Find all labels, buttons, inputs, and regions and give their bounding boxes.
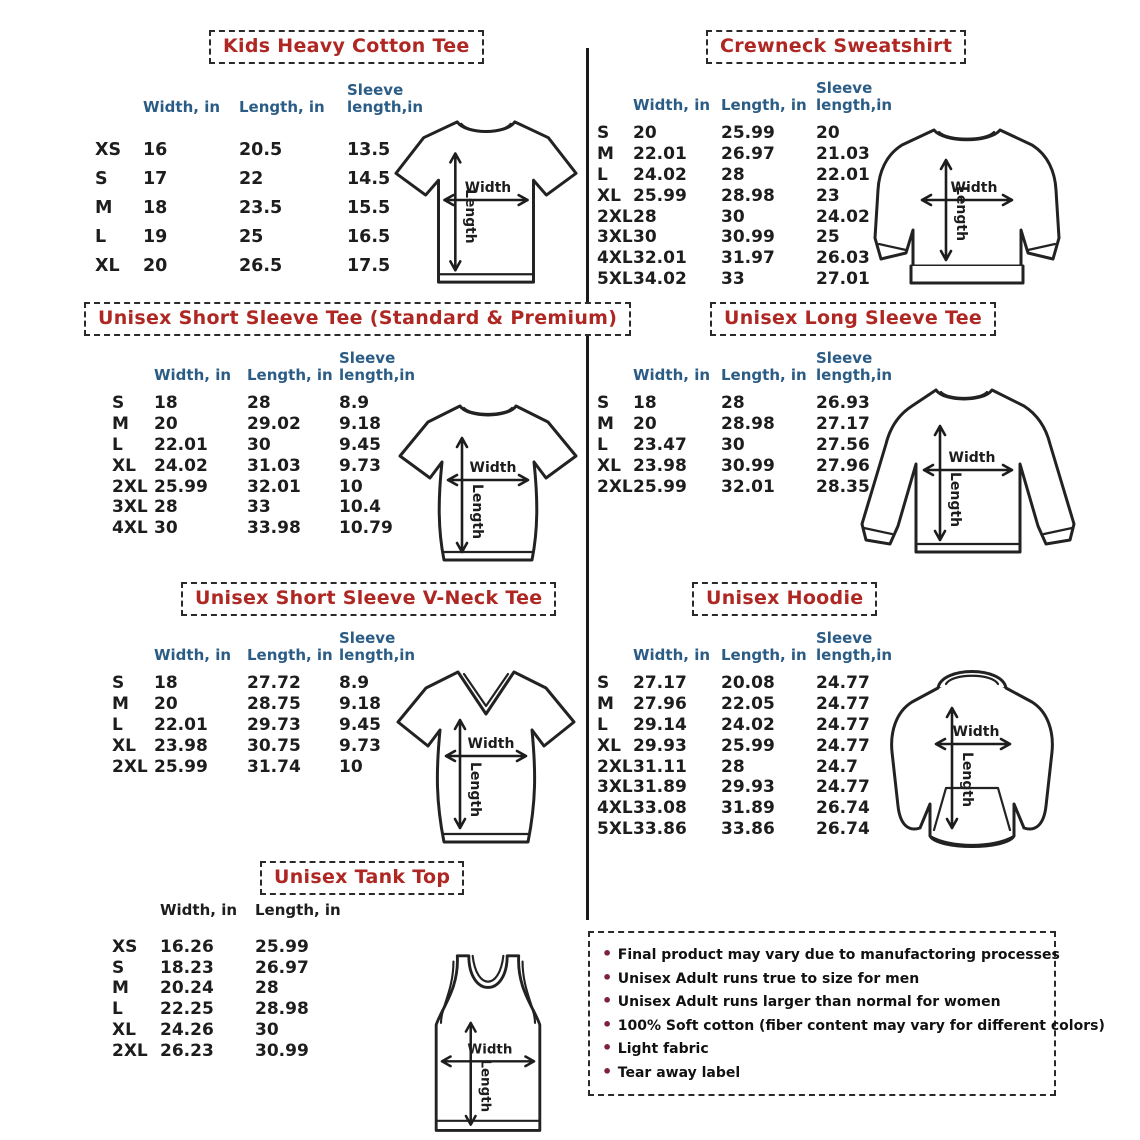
- length-cell: 26.97: [721, 144, 775, 165]
- col-header-size: [112, 902, 160, 937]
- length-cell: 31.97: [721, 248, 775, 269]
- length-cell: 28: [255, 978, 279, 999]
- length-cell: 31.03: [247, 455, 301, 476]
- sleeve-cell: 16.5: [347, 226, 391, 247]
- size-cell: L: [112, 999, 123, 1020]
- width-cell: 23.98: [633, 455, 687, 476]
- size-cell: M: [112, 694, 129, 715]
- length-cell: 30: [721, 206, 745, 227]
- length-label: Length: [953, 186, 969, 242]
- width-cell: 32.01: [633, 248, 687, 269]
- size-cell: 2XL: [112, 1040, 148, 1061]
- size-cell: 3XL: [112, 497, 148, 518]
- table-row: [112, 978, 375, 999]
- section-title-unisex-hoodie: Unisex Hoodie: [692, 582, 877, 616]
- length-cell: 30.99: [721, 227, 775, 248]
- sleeve-cell: 9.45: [339, 714, 381, 735]
- width-label: Width: [950, 180, 998, 196]
- col-header-size: [597, 630, 633, 673]
- product-notes-box: [588, 931, 1105, 1096]
- length-label: Length: [477, 1059, 493, 1113]
- hem-band: [911, 266, 1023, 283]
- sleeve-cell: 26.74: [816, 818, 870, 839]
- width-label: Width: [464, 180, 512, 197]
- table-row: [112, 455, 419, 476]
- table-row: [112, 393, 419, 414]
- table-row: [597, 673, 896, 694]
- hoodie-illustration: [880, 660, 1064, 865]
- crewneck-sweatshirt-illustration: [862, 120, 1072, 298]
- col-header-size: [95, 82, 143, 135]
- size-cell: L: [112, 714, 123, 735]
- col-header-length: Length, in: [721, 645, 807, 664]
- table-row: [597, 269, 896, 290]
- sleeve-cell: 9.45: [339, 434, 381, 455]
- note-item: • Unisex Adult runs true to size for men: [602, 967, 1042, 991]
- col-header-length: Length, in: [247, 645, 333, 664]
- col-header-sleeve: Sleeve length,in: [816, 349, 893, 384]
- table-row: [597, 123, 896, 144]
- width-cell: 25.99: [154, 756, 208, 777]
- size-cell: 2XL: [112, 476, 148, 497]
- size-cell: XS: [95, 139, 122, 160]
- table-row: [95, 251, 417, 280]
- width-cell: 20: [633, 123, 657, 144]
- table-row: [597, 715, 896, 736]
- width-cell: 31.11: [633, 756, 687, 777]
- size-cell: 2XL: [597, 756, 633, 777]
- note-item: • Unisex Adult runs larger than normal for women: [602, 990, 1042, 1014]
- sleeve-cell: 20: [816, 123, 840, 144]
- length-cell: 28.98: [255, 999, 309, 1020]
- length-cell: 22: [239, 168, 264, 189]
- length-cell: 33.98: [247, 518, 301, 539]
- size-cell: XL: [112, 455, 136, 476]
- width-cell: 16.26: [160, 936, 214, 957]
- col-header-length: Length, in: [239, 97, 325, 116]
- length-cell: 26.5: [239, 255, 283, 276]
- length-cell: 30.75: [247, 735, 301, 756]
- header-row: [112, 630, 419, 673]
- table-row: [597, 735, 896, 756]
- sleeve-cell: 24.77: [816, 694, 870, 715]
- length-cell: 28: [721, 164, 745, 185]
- sleeve-cell: 24.7: [816, 756, 858, 777]
- sleeve-cell: 10.79: [339, 518, 393, 539]
- table-row: [112, 694, 419, 715]
- length-label: Length: [959, 752, 975, 808]
- sleeve-cell: 21.03: [816, 144, 870, 165]
- length-cell: 28.98: [721, 185, 775, 206]
- table-row: [597, 206, 896, 227]
- section-title-crewneck-sweatshirt: Crewneck Sweatshirt: [706, 30, 966, 64]
- width-cell: 19: [143, 226, 168, 247]
- length-cell: 26.97: [255, 957, 309, 978]
- sleeve-cell: 8.9: [339, 393, 370, 414]
- width-cell: 31.89: [633, 777, 687, 798]
- size-cell: 5XL: [597, 818, 633, 839]
- header-row: [112, 350, 419, 393]
- section-title-unisex-v-neck-tee: Unisex Short Sleeve V-Neck Tee: [181, 582, 556, 616]
- width-label: Width: [467, 1042, 513, 1058]
- col-header-size: [597, 350, 633, 393]
- table-row: [112, 518, 419, 539]
- table-row: [112, 414, 419, 435]
- sleeve-cell: 13.5: [347, 139, 391, 160]
- table-row: [112, 673, 419, 694]
- width-label: Width: [467, 736, 515, 752]
- size-cell: S: [112, 957, 125, 978]
- size-cell: S: [597, 123, 610, 144]
- sleeve-cell: 9.73: [339, 455, 381, 476]
- col-header-width: Width, in: [154, 365, 232, 384]
- length-cell: 32.01: [247, 476, 301, 497]
- header-row: [95, 82, 417, 135]
- sleeve-cell: 27.96: [816, 455, 870, 476]
- width-cell: 20: [143, 255, 168, 276]
- table-row: [597, 777, 896, 798]
- length-cell: 31.89: [721, 798, 775, 819]
- size-table-kids: [95, 81, 424, 280]
- size-table-standard-tee: [112, 350, 419, 539]
- width-cell: 24.02: [633, 164, 687, 185]
- length-cell: 33: [721, 268, 745, 289]
- size-cell: XS: [112, 936, 138, 957]
- size-cell: 2XL: [112, 756, 148, 777]
- width-cell: 23.47: [633, 434, 687, 455]
- width-cell: 18: [154, 393, 178, 414]
- col-header-length: Length, in: [721, 95, 807, 114]
- sleeve-cell: 24.02: [816, 206, 870, 227]
- width-cell: 24.26: [160, 1020, 214, 1041]
- tank-top-illustration: [418, 950, 558, 1140]
- sleeve-cell: 24.77: [816, 673, 870, 694]
- table-row: [597, 165, 896, 186]
- kids-tee-illustration: [392, 108, 580, 296]
- width-cell: 27.17: [633, 673, 687, 694]
- size-cell: M: [597, 144, 614, 165]
- width-cell: 16: [143, 139, 168, 160]
- sleeve-cell: 24.77: [816, 714, 870, 735]
- size-cell: S: [112, 673, 125, 694]
- length-cell: 23.5: [239, 197, 283, 218]
- size-cell: 3XL: [597, 777, 633, 798]
- table-row: [112, 756, 419, 777]
- length-cell: 20.5: [239, 139, 283, 160]
- length-label: Length: [467, 762, 483, 818]
- width-label: Width: [952, 724, 1000, 740]
- sleeve-cell: 10: [339, 476, 363, 497]
- col-header-size: [597, 80, 633, 123]
- length-cell: 31.74: [247, 756, 301, 777]
- length-cell: 29.02: [247, 414, 301, 435]
- size-cell: M: [597, 414, 614, 435]
- col-header-size: [112, 350, 154, 393]
- length-cell: 25: [239, 226, 264, 247]
- sleeve-cell: 24.77: [816, 777, 870, 798]
- width-cell: 20.24: [160, 978, 214, 999]
- header-row: [597, 630, 896, 673]
- size-cell: M: [112, 978, 129, 999]
- size-cell: XL: [112, 735, 136, 756]
- col-header-width: Width, in: [633, 365, 711, 384]
- size-cell: 2XL: [597, 476, 633, 497]
- width-cell: 26.23: [160, 1040, 214, 1061]
- size-cell: XL: [112, 1020, 136, 1041]
- length-label: Length: [947, 472, 963, 528]
- table-row: [112, 497, 419, 518]
- table-row: [597, 694, 896, 715]
- length-cell: 25.99: [721, 123, 775, 144]
- standard-tee-illustration: [396, 392, 580, 576]
- table-row: [597, 756, 896, 777]
- sleeve-cell: 23: [816, 185, 840, 206]
- size-cell: 5XL: [597, 268, 633, 289]
- length-cell: 30: [247, 434, 271, 455]
- size-cell: L: [597, 714, 608, 735]
- note-item: • Light fabric: [602, 1037, 1042, 1061]
- size-cell: 2XL: [597, 206, 633, 227]
- sleeve-cell: 26.93: [816, 393, 870, 414]
- width-cell: 20: [154, 414, 178, 435]
- sleeve-cell: 24.77: [816, 735, 870, 756]
- length-cell: 29.73: [247, 714, 301, 735]
- width-cell: 18: [143, 197, 168, 218]
- size-cell: 4XL: [597, 248, 633, 269]
- size-cell: 3XL: [597, 227, 633, 248]
- collar-line: [941, 392, 987, 398]
- col-header-width: Width, in: [143, 97, 221, 116]
- width-label: Width: [948, 450, 996, 466]
- col-header-width: Width, in: [160, 901, 238, 919]
- size-cell: S: [597, 393, 610, 414]
- width-cell: 22.25: [160, 999, 214, 1020]
- table-row: [112, 937, 375, 958]
- table-row: [112, 476, 419, 497]
- sleeve-cell: 27.56: [816, 434, 870, 455]
- width-cell: 22.01: [633, 144, 687, 165]
- size-cell: XL: [95, 255, 120, 276]
- garment-outline: [400, 406, 576, 560]
- length-label: Length: [462, 189, 479, 244]
- length-cell: 30: [255, 1020, 279, 1041]
- sleeve-cell: 27.17: [816, 414, 870, 435]
- size-cell: XL: [597, 455, 621, 476]
- sleeve-cell: 15.5: [347, 197, 391, 218]
- size-cell: S: [95, 168, 108, 189]
- size-cell: M: [112, 414, 129, 435]
- table-row: [597, 819, 896, 840]
- length-cell: 28.98: [721, 414, 775, 435]
- neck-trim-line: [473, 956, 504, 982]
- collar-line: [464, 408, 512, 414]
- sleeve-cell: 10.4: [339, 497, 381, 518]
- length-cell: 32.01: [721, 476, 775, 497]
- width-cell: 28: [633, 206, 657, 227]
- width-cell: 25.99: [154, 476, 208, 497]
- size-cell: L: [112, 434, 123, 455]
- section-title-unisex-tank-top: Unisex Tank Top: [260, 861, 464, 895]
- width-cell: 34.02: [633, 268, 687, 289]
- width-cell: 33.86: [633, 818, 687, 839]
- garment-outline: [396, 122, 576, 282]
- width-cell: 27.96: [633, 694, 687, 715]
- length-cell: 28: [721, 756, 745, 777]
- length-cell: 29.93: [721, 777, 775, 798]
- width-cell: 25.99: [633, 476, 687, 497]
- size-cell: XL: [597, 185, 621, 206]
- sleeve-cell: 26.74: [816, 798, 870, 819]
- sleeve-cell: 17.5: [347, 255, 391, 276]
- table-row: [597, 185, 896, 206]
- width-cell: 17: [143, 168, 168, 189]
- length-cell: 33: [247, 497, 271, 518]
- length-cell: 30.99: [721, 455, 775, 476]
- length-cell: 25.99: [255, 936, 309, 957]
- length-cell: 28: [247, 393, 271, 414]
- table-row: [597, 798, 896, 819]
- size-table-hoodie: [597, 630, 896, 839]
- width-cell: 30: [633, 227, 657, 248]
- length-cell: 30.99: [255, 1040, 309, 1061]
- size-cell: 4XL: [112, 518, 148, 539]
- width-cell: 29.93: [633, 735, 687, 756]
- sleeve-cell: 8.9: [339, 673, 370, 694]
- note-item: • Tear away label: [602, 1061, 1042, 1085]
- col-header-length: Length, in: [247, 365, 333, 384]
- size-cell: M: [95, 197, 113, 218]
- length-cell: 25.99: [721, 735, 775, 756]
- width-cell: 23.98: [154, 735, 208, 756]
- sleeve-cell: 27.01: [816, 268, 870, 289]
- section-title-kids-heavy-cotton-tee: Kids Heavy Cotton Tee: [209, 30, 484, 64]
- table-row: [597, 144, 896, 165]
- size-cell: L: [597, 434, 608, 455]
- size-table-crewneck: [597, 80, 896, 289]
- width-cell: 22.01: [154, 434, 208, 455]
- col-header-sleeve: Sleeve length,in: [339, 629, 416, 664]
- length-cell: 33.86: [721, 818, 775, 839]
- col-header-sleeve: Sleeve length,in: [816, 79, 893, 114]
- section-title-unisex-long-sleeve-tee: Unisex Long Sleeve Tee: [710, 302, 996, 336]
- section-title-unisex-short-sleeve-tee: Unisex Short Sleeve Tee (Standard & Premium): [84, 302, 631, 336]
- width-label: Width: [469, 460, 517, 476]
- table-row: [112, 715, 419, 736]
- sleeve-cell: 14.5: [347, 168, 391, 189]
- table-row: [95, 164, 417, 193]
- sleeve-cell: 25: [816, 227, 840, 248]
- width-cell: 24.02: [154, 455, 208, 476]
- long-sleeve-tee-illustration: [852, 378, 1084, 576]
- note-item: • 100% Soft cotton (fiber content may vary for different colors): [602, 1014, 1042, 1038]
- size-table-v-neck: [112, 630, 419, 777]
- width-cell: 33.08: [633, 798, 687, 819]
- length-cell: 30: [721, 434, 745, 455]
- width-cell: 18: [154, 673, 178, 694]
- table-row: [95, 193, 417, 222]
- vertical-divider: [586, 48, 589, 920]
- col-header-width: Width, in: [154, 645, 232, 664]
- width-cell: 30: [154, 518, 178, 539]
- col-header-sleeve: Sleeve length,in: [816, 629, 893, 664]
- width-cell: 29.14: [633, 714, 687, 735]
- length-cell: 28: [721, 393, 745, 414]
- sleeve-cell: 28.35: [816, 476, 870, 497]
- width-cell: 25.99: [633, 185, 687, 206]
- size-cell: L: [95, 226, 107, 247]
- sleeve-cell: 9.18: [339, 694, 381, 715]
- col-header-width: Width, in: [633, 95, 711, 114]
- table-row: [597, 227, 896, 248]
- col-header-length: Length, in: [721, 365, 807, 384]
- sleeve-cell: 26.03: [816, 248, 870, 269]
- sleeve-cell: 9.18: [339, 414, 381, 435]
- table-row: [112, 1020, 375, 1041]
- size-cell: XL: [597, 735, 621, 756]
- header-row: [112, 902, 375, 937]
- table-row: [112, 1040, 375, 1061]
- width-cell: 22.01: [154, 714, 208, 735]
- table-row: [597, 248, 896, 269]
- width-cell: 28: [154, 497, 178, 518]
- length-cell: 22.05: [721, 694, 775, 715]
- col-header-sleeve: Sleeve length,in: [339, 349, 416, 384]
- col-header-length: Length, in: [255, 901, 341, 919]
- v-neck-tee-illustration: [396, 660, 580, 852]
- table-row: [112, 435, 419, 456]
- table-row: [112, 735, 419, 756]
- width-cell: 20: [633, 414, 657, 435]
- sleeve-cell: 9.73: [339, 735, 381, 756]
- col-header-sleeve: Sleeve length,in: [347, 81, 424, 116]
- length-cell: 28.75: [247, 694, 301, 715]
- size-cell: L: [597, 164, 608, 185]
- length-cell: 20.08: [721, 673, 775, 694]
- size-cell: 4XL: [597, 798, 633, 819]
- table-row: [112, 957, 375, 978]
- size-cell: M: [597, 694, 614, 715]
- col-header-width: Width, in: [633, 645, 711, 664]
- note-item: • Final product may vary due to manufactoring processes: [602, 943, 1042, 967]
- length-cell: 27.72: [247, 673, 301, 694]
- size-cell: S: [112, 393, 125, 414]
- table-row: [112, 999, 375, 1020]
- col-header-size: [112, 630, 154, 673]
- table-row: [95, 222, 417, 251]
- header-row: [597, 80, 896, 123]
- width-cell: 18.23: [160, 957, 214, 978]
- width-cell: 18: [633, 393, 657, 414]
- size-cell: S: [597, 673, 610, 694]
- length-label: Length: [469, 484, 485, 540]
- sleeve-cell: 22.01: [816, 164, 870, 185]
- width-cell: 20: [154, 694, 178, 715]
- size-table-tank-top: [112, 902, 375, 1061]
- length-cell: 24.02: [721, 714, 775, 735]
- table-row: [95, 135, 417, 164]
- sleeve-cell: 10: [339, 756, 363, 777]
